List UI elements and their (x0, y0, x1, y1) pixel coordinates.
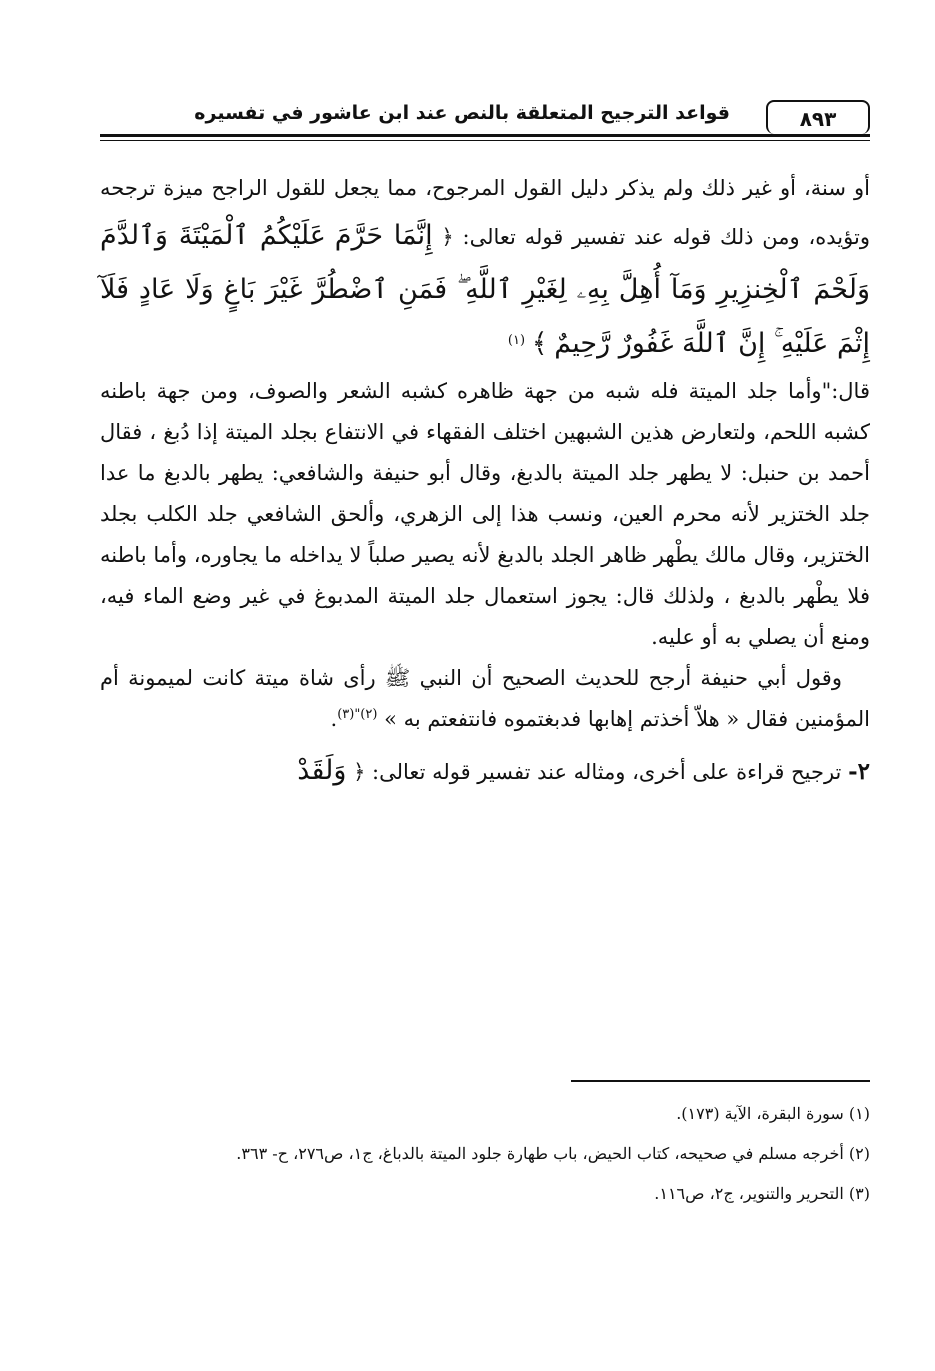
paragraph-1-intro: أو سنة، أو غير ذلك ولم يذكر دليل القول المرجوح، مما يجعل للقول الراجح ميزة ترجحه وتؤيده، ومن ذلك قوله عند تفسير قوله تعالى: ﴿ (100, 176, 870, 249)
quran-verse-close: ﴾ (531, 328, 548, 359)
footnote-3: (٣) التحرير والتنوير، ج٢، ص١١٦. (654, 1184, 870, 1203)
quran-verse: عَلَيْكُمُ ٱلْمَيْتَةَ وَٱلدَّمَ وَلَحْمَ ٱلْخِنزِيرِ وَمَآ أُهِلَّ بِهِۦ لِغَيْرِ ٱللَّهِ ۖ فَمَنِ ٱضْطُرَّ غَيْرَ بَاغٍ وَلَا عَادٍ فَلَآ إِثْمَ عَلَيْهِ ۚ إِنَّ ٱللَّهَ غَفُورٌ رَّحِيمٌ (100, 220, 870, 359)
main-text (100, 168, 870, 798)
footnote-ref-1: (١) (507, 333, 526, 348)
paragraph-3-end: . (330, 707, 338, 731)
quran-verse-opening: إِنَّمَا حَرَّمَ (334, 220, 433, 251)
paragraph-4 (100, 744, 870, 798)
footnotes (100, 1094, 870, 1214)
header-rule (100, 134, 870, 137)
paragraph-3-text: وقول أبي حنيفة أرجح للحديث الصحيح أن النبي ﷺ رأى شاة ميتة كانت لميمونة أم المؤمنين فقال « هلاّ أخذتم إهابها فدبغتموه فانتفعتم به » (100, 666, 870, 731)
paragraph-2: قال:"وأما جلد الميتة فله شبه من جهة ظاهره كشبه الشعر والصوف، ومن جهة باطنه كشبه اللحم، ولتعارض هذين الشبهين اختلف الفقهاء في الانتفاع بجلد الميتة إذا دُبغ ، فقال أحمد بن حنبل: لا يطهر جلد الميتة بالدبغ، وقال أبو حنيفة والشافعي: يطهر بالدبغ ما عدا جلد الختزير لأنه محرم العين، ونسب هذا إلى الزهري، وألحق الشافعي جلد الكلب بجلد الختزير، وقال مالك يطْهر ظاهر الجلد بالدبغ لأنه يصير صلباً لا يداخله ما يجاوره، وأما باطنه فلا يطْهر بالدبغ ، ولذلك قال: يجوز استعمال جلد الميتة المدبوغ في غير وضع الماء فيه، ومنع أن يصلي به أو عليه. (100, 379, 870, 649)
footnote-1: (١) سورة البقرة، الآية (١٧٣). (676, 1104, 870, 1123)
paragraph-1 (100, 168, 870, 371)
footnote-ref-2-3: (٢)"(٣) (337, 707, 378, 722)
page-number: ٨٩٣ (766, 100, 870, 134)
footnote-2: (٢) أخرجه مسلم في صحيحه، كتاب الحيض، باب طهارة جلود الميتة بالدباغ، ج١، ص٢٧٦، ح- ٣٦٣. (236, 1144, 870, 1163)
page-header (100, 92, 870, 142)
paragraph-4-text: ترجيح قراءة على أخرى، ومثاله عند تفسير قوله تعالى: ﴿ (353, 760, 842, 784)
item-number: ٢- (848, 758, 870, 785)
footnote-separator (571, 1080, 870, 1082)
quran-verse-start: وَلَقَدْ (297, 755, 347, 786)
header-rule-thin (100, 140, 870, 141)
running-title: قواعد الترجيح المتعلقة بالنص عند ابن عاشور في تفسيره (194, 102, 730, 124)
paragraph-3 (100, 658, 870, 740)
